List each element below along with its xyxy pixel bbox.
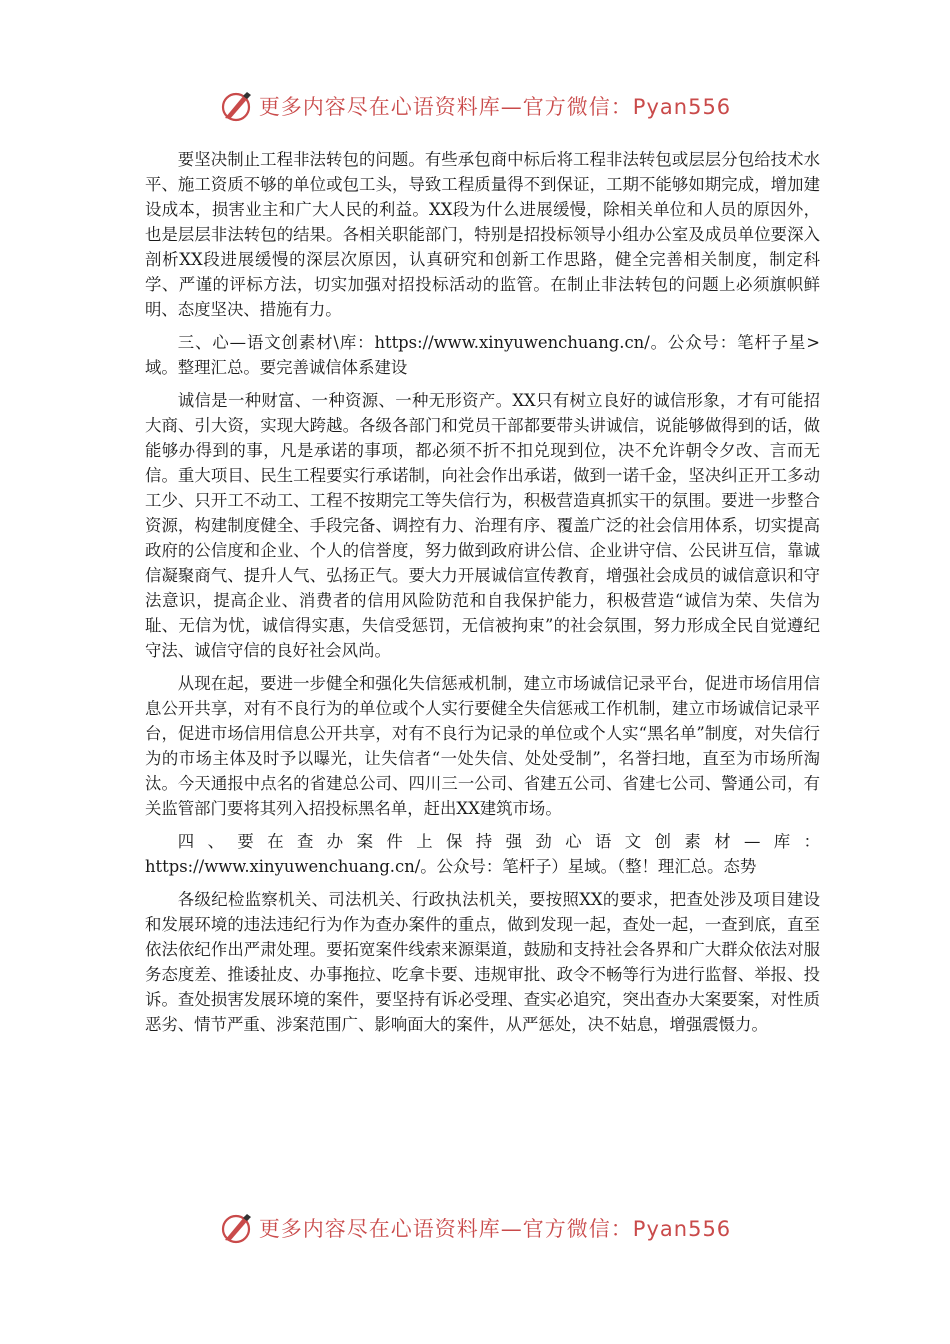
section-heading: 三、心—语文创素材\库：https://www.xinyuwenchuang.cn/。公众号：笔杆子星>域。整理汇总。要完善诚信体系建设 [145, 333, 820, 377]
paragraph: 要坚决制止工程非法转包的问题。有些承包商中标后将工程非法转包或层层分包给技术水平、施工资质不够的单位或包工头，导致工程质量得不到保证，工期不能够如期完成，增加建设成本，损害业主和广大人民的利益。XX段为什么进展缓慢，除相关单位和人员的原因外，也是层层非法转包的结果。各相关职能部门，特别是招投标领导小组办公室及成员单位要深入剖析XX段进展缓慢的深层次原因，认真研究和创新工作思路，健全完善相关制度，制定科学、严谨的评标方法，切实加强对招投标活动的监管。在制止非法转包的问题上必须旗帜鲜明、态度坚决、措施有力。 [145, 150, 820, 319]
section-heading: 四、要在查办案件上保持强劲心语文创素材—库：https://www.xinyuwenchuang.cn/。公众号：笔杆子）星域。（整！理汇总。态势 [145, 832, 820, 876]
banner-text: 更多内容尽在心语资料库—官方微信：Pyan556 [258, 1217, 732, 1241]
paragraph: 从现在起，要进一步健全和强化失信惩戒机制，建立市场诚信记录平台，促进市场信用信息公开共享，对有不良行为的单位或个人实行要健全失信惩戒工作机制，建立市场诚信记录平台，促进市场信用信息公开共享，对有不良行为记录的单位或个人实“黑名单”制度，对失信行为的市场主体及时予以曝光，让失信者“一处失信、处处受制”，名誉扫地，直至为市场所淘汰。今天通报中点名的省建总公司、四川三一公司、省建五公司、省建七公司、警通公司，有关监管部门要将其列入招投标黑名单，赶出XX建筑市场。 [145, 674, 820, 818]
document-body [145, 147, 820, 1037]
paragraph: 各级纪检监察机关、司法机关、行政执法机关，要按照XX的要求，把查处涉及项目建设和发展环境的违法违纪行为作为查办案件的重点，做到发现一起，查处一起，一查到底，直至依法依纪作出严肃处理。要拓宽案件线索来源渠道，鼓励和支持社会各界和广大群众依法对服务态度差、推诿扯皮、办事拖拉、吃拿卡要、违规审批、政令不畅等行为进行监督、举报、投诉。查处损害发展环境的案件，要坚持有诉必受理、查实必追究，突出查办大案要案，对性质恶劣、情节严重、涉案范围广、影响面大的案件，从严惩处，决不姑息，增强震慑力。 [145, 890, 820, 1034]
footer-banner [0, 1206, 950, 1250]
banner-text: 更多内容尽在心语资料库—官方微信：Pyan556 [258, 95, 732, 119]
paragraph: 诚信是一种财富、一种资源、一种无形资产。XX只有树立良好的诚信形象，才有可能招大商、引大资，实现大跨越。各级各部门和党员干部都要带头讲诚信，说能够做得到的话，做能够办得到的事，凡是承诺的事项，都必须不折不扣兑现到位，决不允许朝令夕改、言而无信。重大项目、民生工程要实行承诺制，向社会作出承诺，做到一诺千金，坚决纠正开工多动工少、只开工不动工、工程不按期完工等失信行为，积极营造真抓实干的氛围。要进一步整合资源，构建制度健全、手段完备、调控有力、治理有序、覆盖广泛的社会信用体系，切实提高政府的公信度和企业、个人的信誉度，努力做到政府讲公信、企业讲守信、公民讲互信，靠诚信凝聚商气、提升人气、弘扬正气。要大力开展诚信宣传教育，增强社会成员的诚信意识和守法意识，提高企业、消费者的信用风险防范和自我保护能力，积极营造“诚信为荣、失信为耻、无信为忧，诚信得实惠，失信受惩罚，无信被拘束”的社会氛围，努力形成全民自觉遵纪守法、诚信守信的良好社会风尚。 [145, 391, 820, 660]
pen-circle-logo-icon [219, 88, 255, 124]
pen-circle-logo-icon [219, 1210, 255, 1246]
header-banner [0, 84, 950, 128]
